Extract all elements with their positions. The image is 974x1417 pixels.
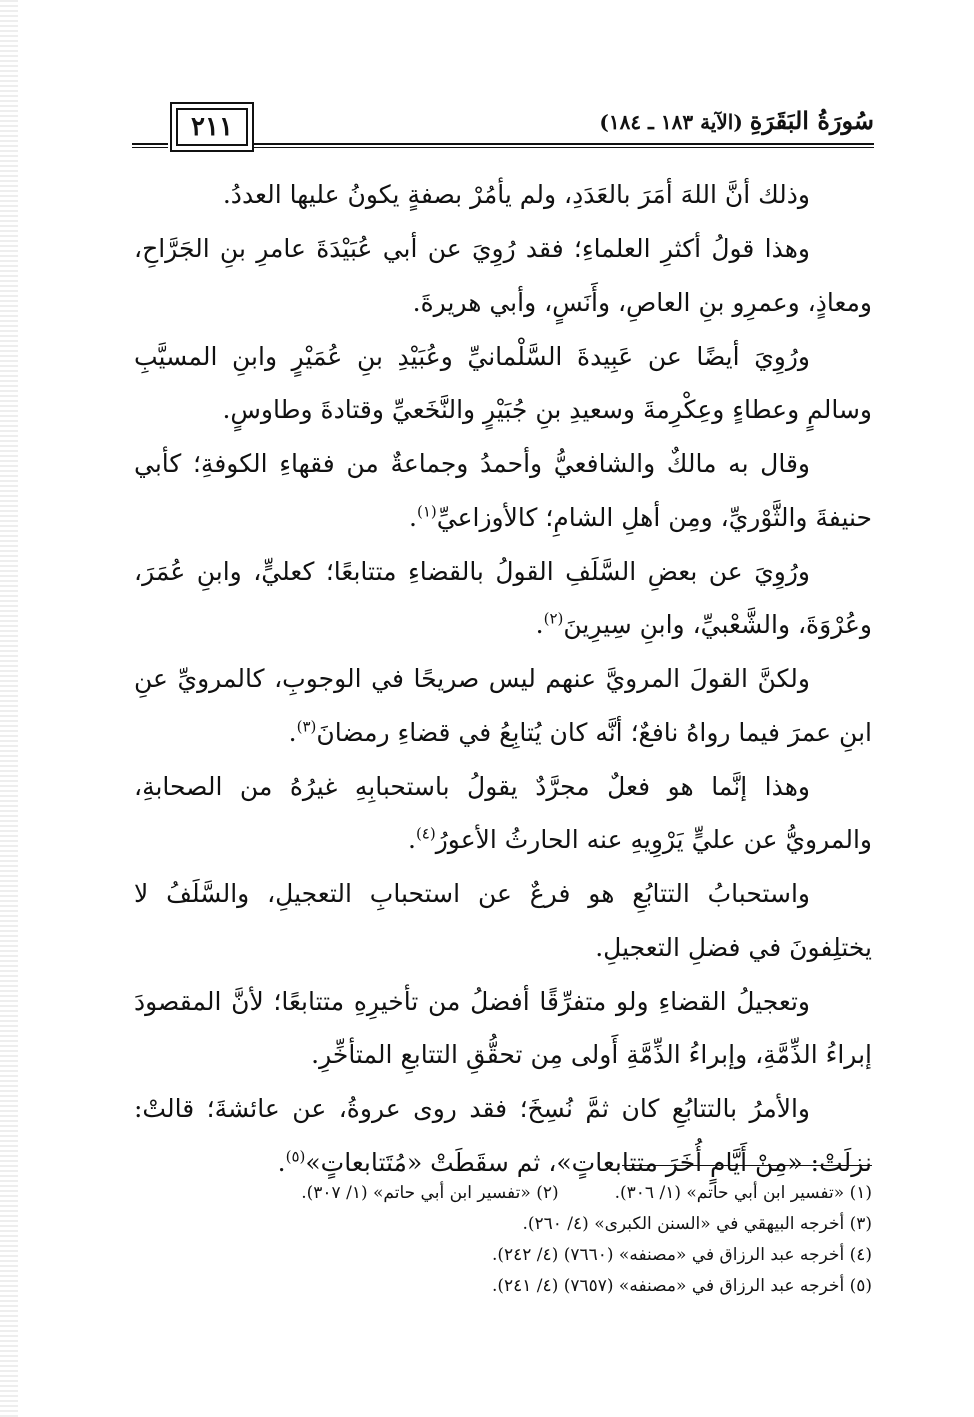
- page-number-frame: [170, 102, 254, 152]
- scan-edge: [0, 0, 18, 1417]
- footnote-ref[interactable]: (١): [417, 502, 437, 521]
- main-text: [134, 168, 872, 1189]
- footnote-line: [134, 1178, 872, 1209]
- running-title: [599, 106, 874, 135]
- paragraph: وقال به مالكٌ والشافعيُّ وأحمدُ وجماعةٌ من فقهاءِ الكوفةِ؛ كأبي حنيفةَ والثَّوْريِّ، ومِن أهلِ الشامِ؛ كالأوزاعيِّ$^{(١)}$.: [134, 449, 872, 532]
- paragraph: وهذا قولُ أكثرِ العلماءِ؛ فقد رُوِيَ عن أبي عُبَيْدَةَ عامرِ بنِ الجَرَّاحِ، ومعاذٍ، وعمرِو بنِ العاصِ، وأَنَسٍ، وأبي هريرةَ.: [134, 234, 872, 317]
- paragraph: وتعجيلُ القضاءِ ولو متفرِّقًا أفضلُ من تأخيرِهِ متتابعًا؛ لأنَّ المقصودَ إبراءُ الذِّمَّةِ، وإبراءُ الذِّمَّةِ أَولى مِن تحقُّقِ التتابعِ المتأخِّرِ.: [134, 986, 872, 1069]
- header-rule: [132, 143, 168, 148]
- paragraph: وهذا إنَّما هو فعلٌ مجرَّدٌ يقولُ باستحبابِهِ غيرُهُ من الصحابةِ، والمرويُّ عن عليٍّ يَرْوِيهِ عنه الحارثُ الأعورُ$^{(٤)}$.: [134, 771, 872, 854]
- footnote-ref[interactable]: (٥): [285, 1147, 306, 1166]
- footnote-ref[interactable]: (٣): [296, 717, 317, 736]
- footnote-ref[interactable]: (٤): [415, 824, 436, 843]
- paragraph: والأمرُ بالتتابُعِ كان ثمَّ نُسِخَ؛ فقد روى عروةُ، عن عائشةَ؛ قالتْ: نزلَتْ: «مِنْ أَيَّامٍ أُخَرَ متتابعاتٍ»، ثم سقَطَتْ «مُتَتابعاتٍ»$^{(٥)}$.: [134, 1094, 872, 1177]
- paragraph: وذلك أنَّ اللهَ أمَرَ بالعَدَدِ، ولم يأمُرْ بصفةٍ يكونُ عليها العددُ.: [222, 180, 810, 209]
- paragraph: ورُوِيَ عن بعضِ السَّلَفِ القولُ بالقضاءِ متتابعًا؛ كعليٍّ، وابنِ عُمَرَ، وعُرْوَةَ، والشَّعْبيِّ، وابنِ سِيرِينَ$^{(٢)}$.: [134, 556, 872, 639]
- paragraph: ولكنَّ القولَ المرويَّ عنهم ليس صريحًا في الوجوبِ، كالمرويِّ عنِ ابنِ عمرَ فيما رواهُ نافعٌ؛ أنَّه كان يُتابِعُ في قضاءِ رمضانَ$^{(٣)}$.: [134, 664, 872, 747]
- sura-name: سُورَةُ البَقَرَةِ: [749, 106, 874, 135]
- header-rule: [254, 143, 874, 148]
- footnote-4: (٤) أخرجه عبد الرزاق في «مصنفه» (٧٦٦٠) (٤/ ٢٤٢).: [491, 1245, 872, 1265]
- footnote-ref[interactable]: (٢): [543, 609, 564, 628]
- paragraph: واستحبابُ التتابُعِ هو فرعٌ عن استحبابِ التعجيلِ، والسَّلَفُ لا يختلِفونَ في فضلِ التعجيلِ.: [134, 879, 872, 962]
- footnote-divider: [622, 1165, 872, 1166]
- page-number: ٢١١: [176, 108, 248, 146]
- footnote-1: (١) «تفسير ابن أبي حاتم» (١/ ٣٠٦).: [614, 1183, 872, 1203]
- footnotes: [134, 1178, 872, 1302]
- footnote-5: (٥) أخرجه عبد الرزاق في «مصنفه» (٧٦٥٧) (٤/ ٢٤١).: [491, 1276, 872, 1296]
- page-header: [132, 100, 874, 156]
- footnote-2: (٢) «تفسير ابن أبي حاتم» (١/ ٣٠٧).: [301, 1183, 559, 1203]
- footnote-3: (٣) أخرجه البيهقي في «السنن الكبرى» (٤/ ٢٦٠).: [522, 1214, 872, 1234]
- paragraph: ورُوِيَ أيضًا عن عَبِيدةَ السَّلْمانيِّ وعُبَيْدِ بنِ عُمَيْرٍ وابنِ المسيَّبِ وسالمٍ وعطاءٍ وعِكْرِمةَ وسعيدِ بنِ جُبَيْرٍ والنَّخَعيِّ وقتادةَ وطاوسٍ.: [134, 341, 872, 424]
- verse-range: (الآية ١٨٣ ـ ١٨٤): [599, 110, 743, 134]
